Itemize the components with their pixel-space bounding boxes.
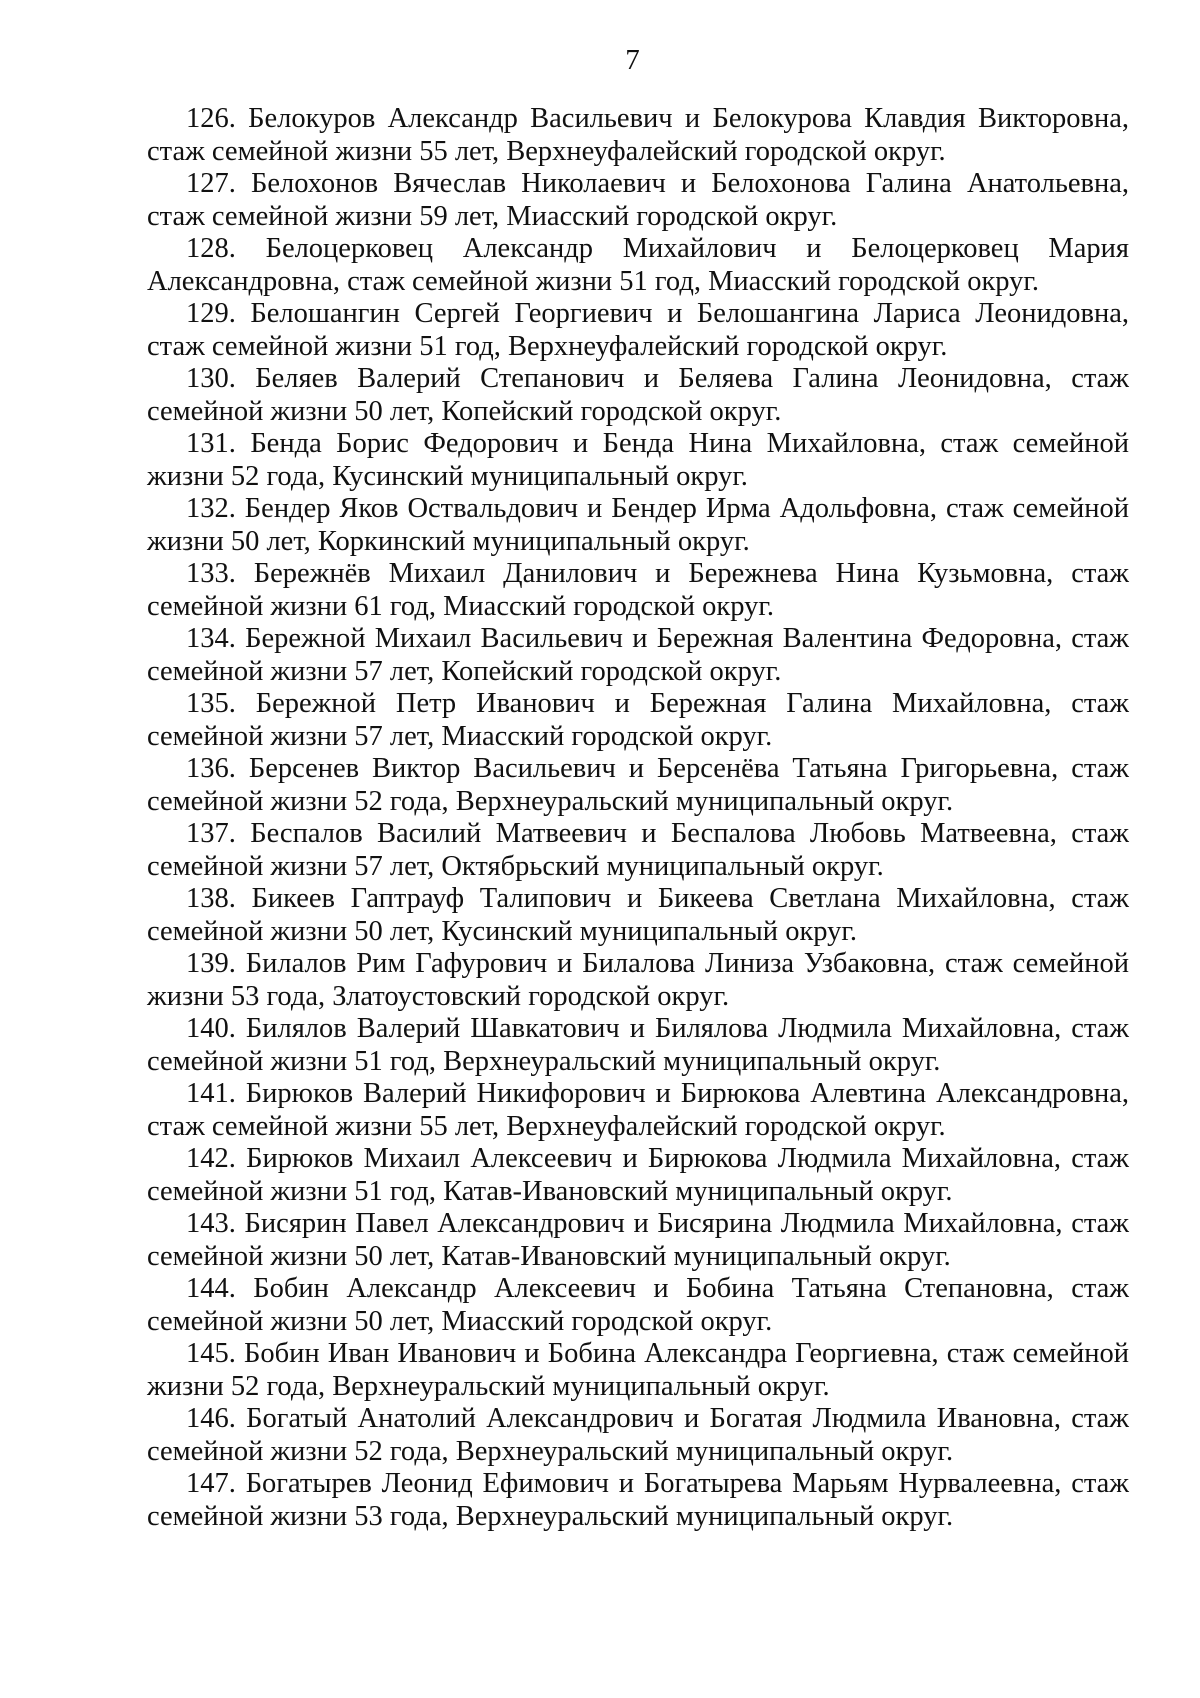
- list-item: 146. Богатый Анатолий Александрович и Богатая Людмила Ивановна, стаж семейной жизни 52 года, Верхнеуральский муниципальный округ.: [147, 1403, 1129, 1467]
- list-item: 131. Бенда Борис Федорович и Бенда Нина Михайловна, стаж семейной жизни 52 года, Кусинский муниципальный округ.: [147, 428, 1129, 492]
- list-item: 141. Бирюков Валерий Никифорович и Бирюкова Алевтина Александровна, стаж семейной жизни 55 лет, Верхнеуфалейский городской округ.: [147, 1078, 1129, 1142]
- list-item: 135. Бережной Петр Иванович и Бережная Галина Михайловна, стаж семейной жизни 57 лет, Миасский городской округ.: [147, 688, 1129, 752]
- list-item: 130. Беляев Валерий Степанович и Беляева Галина Леонидовна, стаж семейной жизни 50 лет, Копейский городской округ.: [147, 363, 1129, 427]
- list-item: 127. Белохонов Вячеслав Николаевич и Белохонова Галина Анатольевна, стаж семейной жизни 59 лет, Миасский городской округ.: [147, 168, 1129, 232]
- list-item: 129. Белошангин Сергей Георгиевич и Белошангина Лариса Леонидовна, стаж семейной жизни 51 год, Верхнеуфалейский городской округ.: [147, 298, 1129, 362]
- page-number: 7: [625, 44, 640, 76]
- list-item: 140. Билялов Валерий Шавкатович и Билялова Людмила Михайловна, стаж семейной жизни 51 год, Верхнеуральский муниципальный округ.: [147, 1013, 1129, 1077]
- list-item: 137. Беспалов Василий Матвеевич и Беспалова Любовь Матвеевна, стаж семейной жизни 57 лет, Октябрьский муниципальный округ.: [147, 818, 1129, 882]
- list-item: 147. Богатырев Леонид Ефимович и Богатырева Марьям Нурвалеевна, стаж семейной жизни 53 года, Верхнеуральский муниципальный округ.: [147, 1468, 1129, 1532]
- list-item: 128. Белоцерковец Александр Михайлович и Белоцерковец Мария Александровна, стаж семейной жизни 51 год, Миасский городской округ.: [147, 233, 1129, 297]
- list-item: 144. Бобин Александр Алексеевич и Бобина Татьяна Степановна, стаж семейной жизни 50 лет, Миасский городской округ.: [147, 1273, 1129, 1337]
- list-item: 133. Бережнёв Михаил Данилович и Бережнева Нина Кузьмовна, стаж семейной жизни 61 год, Миасский городской округ.: [147, 558, 1129, 622]
- list-item: 142. Бирюков Михаил Алексеевич и Бирюкова Людмила Михайловна, стаж семейной жизни 51 год, Катав-Ивановский муниципальный округ.: [147, 1143, 1129, 1207]
- list-item: 126. Белокуров Александр Васильевич и Белокурова Клавдия Викторовна, стаж семейной жизни 55 лет, Верхнеуфалейский городской округ.: [147, 103, 1129, 167]
- list-item: 132. Бендер Яков Оствальдович и Бендер Ирма Адольфовна, стаж семейной жизни 50 лет, Коркинский муниципальный округ.: [147, 493, 1129, 557]
- list-item: 139. Билалов Рим Гафурович и Билалова Линиза Узбаковна, стаж семейной жизни 53 года, Златоустовский городской округ.: [147, 948, 1129, 1012]
- list-item: 134. Бережной Михаил Васильевич и Бережная Валентина Федоровна, стаж семейной жизни 57 лет, Копейский городской округ.: [147, 623, 1129, 687]
- list-item: 145. Бобин Иван Иванович и Бобина Александра Георгиевна, стаж семейной жизни 52 года, Верхнеуральский муниципальный округ.: [147, 1338, 1129, 1402]
- entry-list: [147, 103, 1129, 1533]
- list-item: 136. Берсенев Виктор Васильевич и Берсенёва Татьяна Григорьевна, стаж семейной жизни 52 года, Верхнеуральский муниципальный округ.: [147, 753, 1129, 817]
- list-item: 143. Бисярин Павел Александрович и Бисярина Людмила Михайловна, стаж семейной жизни 50 лет, Катав-Ивановский муниципальный округ.: [147, 1208, 1129, 1272]
- list-item: 138. Бикеев Гаптрауф Талипович и Бикеева Светлана Михайловна, стаж семейной жизни 50 лет, Кусинский муниципальный округ.: [147, 883, 1129, 947]
